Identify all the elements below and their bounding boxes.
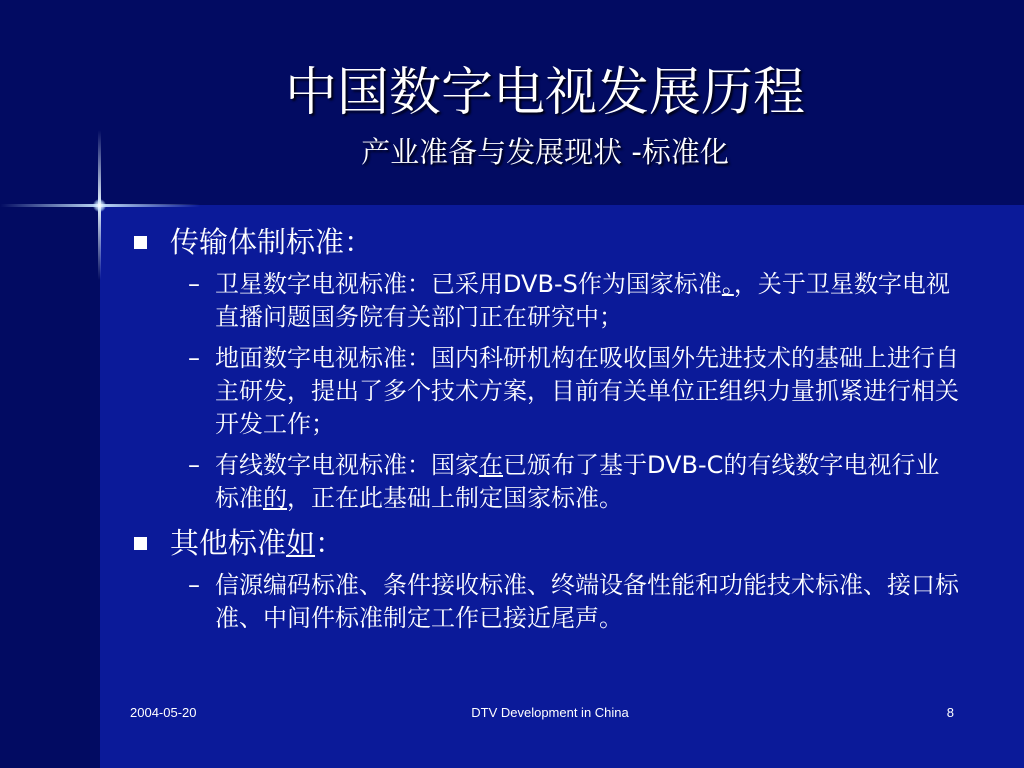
sub-item-text: 已颁布了基于DVB-C的有线数字电视行业标准	[215, 451, 940, 512]
sub-item-text-underlined: 。	[721, 270, 734, 298]
sub-item-satellite	[130, 268, 960, 334]
bullet-text-underlined: 如	[286, 526, 316, 560]
sub-item-text: 信源编码标准、条件接收标准、终端设备性能和功能技术标准、接口标准、中间件标准制定工作已接近尾声。	[215, 571, 959, 632]
bullet-text: 传输体制标准：	[170, 225, 374, 259]
slide-subtitle: 产业准备与发展现状 -标准化	[361, 135, 729, 169]
bullet-text: 其他标准	[170, 526, 287, 560]
footer-date: 2004-05-20	[130, 705, 197, 720]
sub-item-text: 地面数字电视标准：国内科研机构在吸收国外先进技术的基础上进行自主研发，提出了多个技术方案，目前有关单位正组织力量抓紧进行相关开发工作；	[215, 344, 959, 438]
sub-item-text: 有线数字电视标准：国家	[215, 451, 479, 479]
bullet-other-standards	[130, 523, 960, 563]
slide-content	[130, 222, 960, 643]
sub-item-terrestrial	[130, 342, 960, 441]
dash-bullet: –	[188, 451, 200, 479]
sub-item-text: ，正在此基础上制定国家标准。	[287, 484, 623, 512]
dash-bullet: –	[188, 270, 200, 298]
sparkle-star-icon	[93, 199, 106, 212]
square-bullet-icon	[134, 537, 147, 550]
bullet-text: ：	[315, 526, 345, 560]
sub-item-other-standards	[130, 569, 960, 635]
slide-title: 中国数字电视发展历程	[284, 63, 805, 123]
sub-item-text-underlined: 在	[479, 451, 503, 479]
footer-title: DTV Development in China	[471, 705, 629, 720]
sub-item-text: 卫星数字电视标准：已采用DVB-S作为国家标准	[215, 270, 722, 298]
sub-item-text-underlined: 的	[263, 484, 287, 512]
square-bullet-icon	[134, 236, 147, 249]
sub-item-text: ，关于卫星数字电视直播问题国务院有关部门正在研究中；	[215, 270, 950, 331]
page-number: 8	[946, 705, 954, 720]
bullet-transmission-standards	[130, 222, 960, 262]
sub-item-cable	[130, 449, 960, 515]
dash-bullet: –	[188, 571, 200, 599]
dash-bullet: –	[188, 344, 200, 372]
